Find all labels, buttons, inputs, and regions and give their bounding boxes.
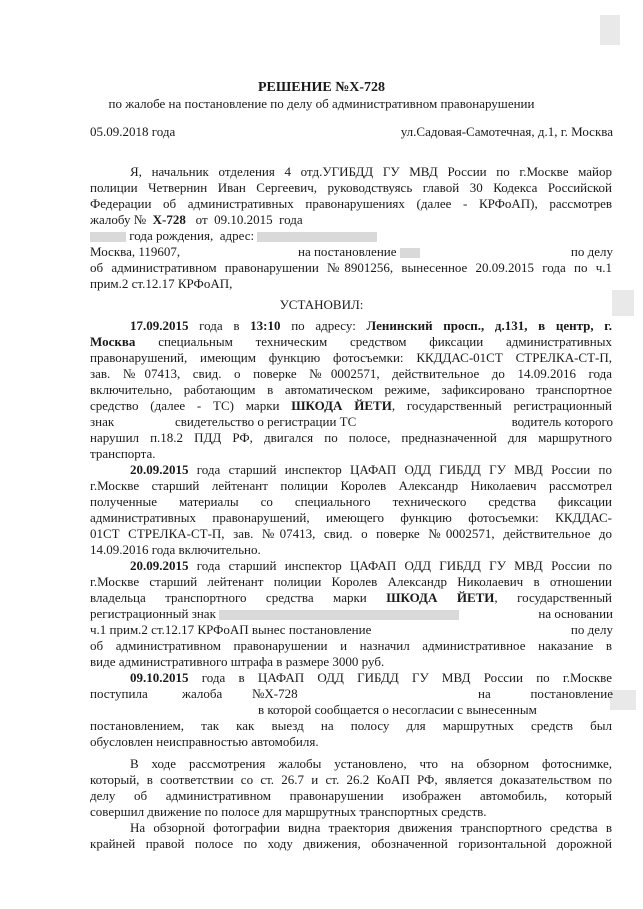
- p2-line-1: 17.09.2015 года в 13:10 по адресу: Ленинский просп., д.131, в центр, г.: [130, 318, 612, 333]
- p4-line-3: владельца транспортного средства марки ШКОДА ЙЕТИ, государственный: [90, 590, 613, 605]
- p6-line-2: который, в соответствии со ст. 26.7 и ст. 26.2 КоАП РФ, является доказательством по: [90, 772, 612, 787]
- p3-line-4: административных правонарушений, имеющего функцию фотосъемки: ККДДАС-: [90, 510, 612, 525]
- decision-title: РЕШЕНИЕ №Х-728: [257, 80, 386, 95]
- p1-line-8: прим.2 ст.12.17 КРФоАП,: [90, 276, 233, 291]
- p2-line-4: зав. №07413, свид. о поверке №0002571, действительное до 14.09.2016 года: [90, 366, 612, 381]
- p3-line-2: г.Москве старший лейтенант полиции Королев Александр Николаевич рассмотрел: [90, 478, 612, 493]
- p4-line-5: ч.1 прим.2 ст.12.17 КРФоАП вынес постановление: [90, 622, 372, 637]
- p7-line-1: На обзорной фотографии видна траектория движения транспортного средства в: [130, 820, 612, 835]
- p1-line-2: полиции Четвернин Иван Сергеевич, руководствуясь главой 30 Кодекса Российской: [90, 180, 612, 195]
- p7-line-2: крайней правой полосе по ходу движения, обозначенной горизонтальной дорожной: [90, 836, 612, 851]
- p1-line-6: Москва, 119607,: [90, 244, 181, 259]
- p5-line-1: 09.10.2015 года в ЦАФАП ОДД ГИБДД ГУ МВД России по г.Москве: [130, 670, 613, 685]
- p5-line-2-c: №Х-728: [252, 686, 298, 701]
- p1-line-7: об административном правонарушении №8901256, вынесенное 20.09.2015 года по ч.1: [90, 260, 612, 275]
- redaction: [90, 232, 126, 242]
- p2-line-7-end: водитель которого: [511, 414, 613, 429]
- p6-line-3: делу об административном правонарушении изображен автомобиль, который: [90, 788, 612, 803]
- p2-line-6: средство (далее - ТС) марки ШКОДА ЙЕТИ, государственный регистрационный: [90, 398, 612, 413]
- redaction: [219, 610, 459, 620]
- p2-line-7-mid: свидетельство о регистрации ТС: [175, 414, 357, 429]
- p2-line-3: правонарушений, имеющим функцию фотосъемки: ККДДАС-01СТ СТРЕЛКА-СТ-П,: [90, 350, 612, 365]
- p5-line-2-a: поступила: [90, 686, 148, 701]
- p4-line-1: 20.09.2015 года старший инспектор ЦАФАП ОДД ГИБДД ГУ МВД России по: [130, 558, 613, 573]
- p2-line-2: Москва специальным техническим средством фиксации административных: [90, 334, 612, 349]
- p1-line-1: Я, начальник отделения 4 отд.УГИБДД ГУ МВД России по г.Москве майор: [130, 164, 612, 179]
- p5-line-2-e: постановление: [530, 686, 613, 701]
- p3-line-6: 14.09.2016 года включительно.: [90, 542, 261, 557]
- p2-line-7: знак: [90, 414, 115, 429]
- established-heading: УСТАНОВИЛ:: [279, 297, 364, 312]
- decision-date: 05.09.2018 года: [90, 124, 176, 139]
- p2-line-8: нарушил п.18.2 ПДД РФ, двигался по полосе, предназначенной для маршрутного: [90, 430, 612, 445]
- scan-smudge: [610, 690, 636, 710]
- p5-line-5: обусловлен неисправностью автомобиля.: [90, 734, 319, 749]
- redaction: [400, 248, 420, 258]
- p4-line-4-end: на основании: [538, 606, 613, 621]
- p4-line-2: г.Москве старший лейтенант полиции Королев Александр Николаевич в отношении: [90, 574, 612, 589]
- p2-line-5: включительно, работающим в автоматическом режиме, зафиксировано транспортное: [90, 382, 612, 397]
- decision-subtitle: по жалобе на постановление по делу об административном правонарушении: [108, 96, 535, 111]
- scan-smudge: [600, 15, 620, 45]
- p4-line-7: виде административного штрафа в размере 3000 руб.: [90, 654, 385, 669]
- p4-line-4: регистрационный знак: [90, 606, 459, 622]
- p6-line-1: В ходе рассмотрения жалобы установлено, что на обзорном фотоснимке,: [130, 756, 612, 771]
- decision-place: ул.Садовая-Самотечная, д.1, г. Москва: [400, 124, 613, 139]
- p4-line-6: об административном правонарушении и назначил административное наказание в: [90, 638, 612, 653]
- p2-line-9: транспорта.: [90, 446, 156, 461]
- p1-line-6-end: по делу: [570, 244, 613, 259]
- p1-line-5: года рождения, адрес:: [90, 228, 377, 244]
- redaction: [257, 232, 377, 242]
- p1-line-6-mid: на постановление: [298, 244, 420, 260]
- p1-line-3: Федерации об административных правонарушениях (далее - КРФоАП), рассмотрев: [90, 196, 612, 211]
- p4-line-5-end: по делу: [570, 622, 613, 637]
- p5-line-2-b: жалоба: [182, 686, 223, 701]
- p3-line-1: 20.09.2015 года старший инспектор ЦАФАП ОДД ГИБДД ГУ МВД России по: [130, 462, 613, 477]
- p6-line-4: совершил движение по полосе для маршрутных транспортных средств.: [90, 804, 487, 819]
- p3-line-5: 01СТ СТРЕЛКА-СТ-П, зав. №07413, свид. о поверке №0002571, действительное до: [90, 526, 612, 541]
- p1-line-4: жалобу № Х-728 от 09.10.2015 года: [90, 212, 303, 227]
- p3-line-3: полученные материалы со специального технического средства фиксации: [90, 494, 612, 509]
- p5-line-3: в которой сообщается о несогласии с вынесенным: [258, 702, 537, 717]
- p5-line-2-d: на: [478, 686, 491, 701]
- p5-line-4: постановлением, так как выезд на полосу для маршрутных средств был: [90, 718, 612, 733]
